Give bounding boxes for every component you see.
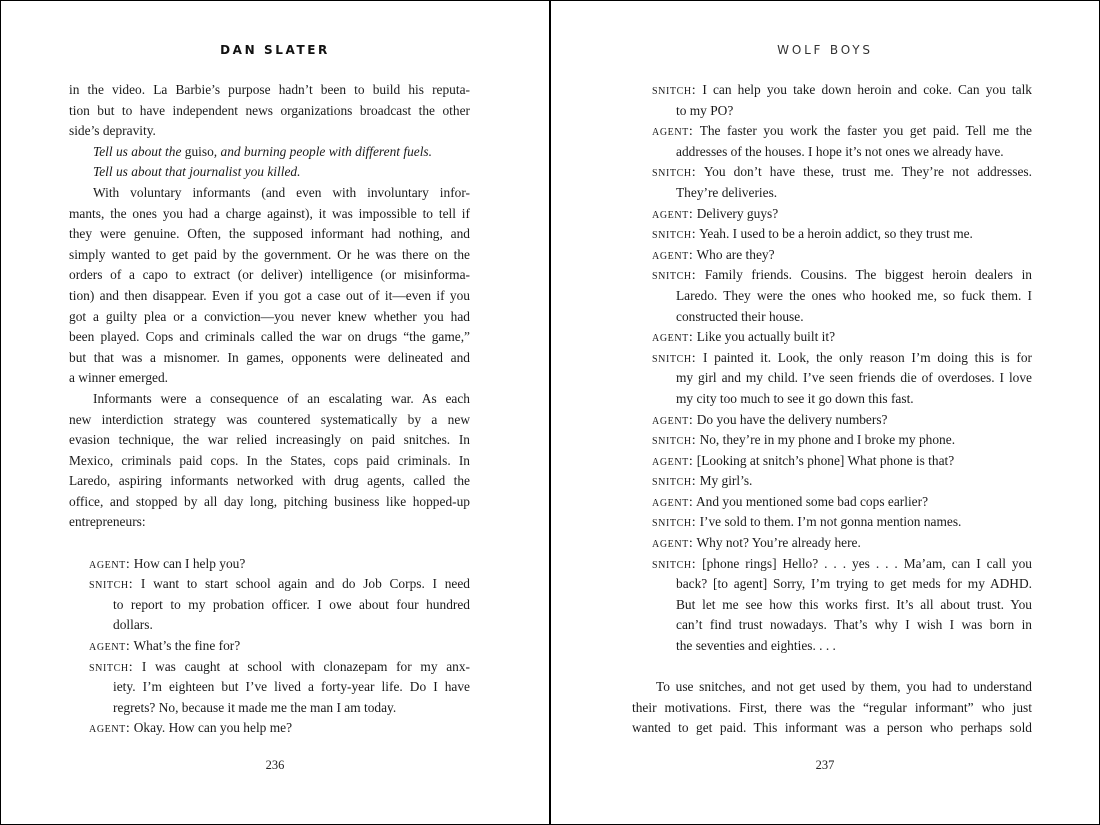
speaker-label: snitch: — [652, 350, 697, 366]
body-line: they were genuine. Often, the supposed informant had nothing, and — [69, 226, 470, 242]
dialogue-line: agent: Do you have the delivery numbers? — [652, 411, 888, 428]
dialogue-line: dollars. — [113, 617, 153, 633]
speaker-label: snitch: — [652, 433, 697, 449]
body-line: office, and stopped by all day long, pitching business like hopped-up — [69, 493, 470, 509]
body-line: entrepreneurs: — [69, 514, 146, 530]
dialogue-line: the seventies and eighties. . . . — [676, 638, 836, 654]
blank-line — [632, 657, 1032, 678]
speaker-label: snitch: — [652, 556, 697, 572]
dialogue-line: agent: Who are they? — [652, 246, 775, 263]
right-page-body — [632, 80, 1032, 739]
body-line: With voluntary informants (and even with involuntary infor- — [93, 184, 470, 200]
dialogue-line: snitch: Yeah. I used to be a heroin addict, so they trust me. — [652, 226, 973, 243]
dialogue-line: agent: Delivery guys? — [652, 205, 779, 222]
speaker-label: agent: — [89, 639, 131, 655]
page-number: 237 — [815, 758, 835, 772]
body-line: Informants were a consequence of an escalating war. As each — [93, 390, 470, 406]
body-line: evasion technique, the war relied increasingly on paid snitches. In — [69, 432, 470, 448]
body-line: their motivations. First, there was the “regular informant” who just — [632, 699, 1032, 715]
speaker-label: snitch: — [652, 515, 697, 531]
dialogue-line: agent: The faster you work the faster you get paid. Tell me the — [652, 123, 1032, 140]
dialogue-line: snitch: I was caught at school with clonazepam for my anx- — [89, 658, 470, 675]
dialogue-line: my girl and my child. I’ve seen friends die of overdoses. I love — [676, 370, 1032, 386]
dialogue-line: snitch: I want to start school again and do Job Corps. I need — [89, 576, 470, 593]
body-line: in the video. La Barbie’s purpose hadn’t been to build his reputa- — [69, 82, 470, 97]
blank-line — [69, 533, 470, 554]
dialogue-line: agent: Why not? You’re already here. — [652, 535, 861, 552]
body-line: Laredo, aspiring informants networked with drug agents, called the — [69, 473, 470, 489]
speaker-label: agent: — [89, 721, 131, 737]
italic-line: Tell us about that journalist you killed. — [93, 164, 301, 180]
speaker-label: agent: — [652, 330, 694, 346]
page-number: 236 — [265, 758, 285, 772]
speaker-label: agent: — [652, 536, 694, 552]
body-line: side’s depravity. — [69, 123, 156, 139]
body-line: been played. Cops and criminals called the war on drugs “the game,” — [69, 329, 470, 345]
dialogue-line: Laredo. They were the ones who hooked me, so fuck them. I — [676, 287, 1032, 303]
right-page — [549, 0, 1100, 825]
dialogue-line: agent: And you mentioned some bad cops earlier? — [652, 493, 929, 510]
left-page — [0, 0, 549, 825]
dialogue-line: snitch: You don’t have these, trust me. They’re not addresses. — [652, 164, 1032, 181]
speaker-label: snitch: — [652, 165, 697, 181]
body-line: tion but to have independent news organizations broadcast the other — [69, 102, 470, 118]
dialogue-line: to report to my probation officer. I owe about four hundred — [113, 596, 470, 612]
dialogue-line: snitch: I can help you take down heroin and coke. Can you talk — [652, 82, 1032, 98]
dialogue-line: addresses of the houses. I hope it’s not ones we already have. — [676, 143, 1004, 159]
dialogue-line: But let me see how this works first. It’s all about trust. You — [676, 596, 1032, 612]
speaker-label: snitch: — [652, 227, 697, 243]
dialogue-line: to my PO? — [676, 102, 734, 118]
body-line: Mexico, criminals paid cops. In the States, cops paid criminals. In — [69, 452, 470, 468]
speaker-label: snitch: — [89, 659, 134, 675]
speaker-label: snitch: — [652, 474, 697, 490]
dialogue-line: snitch: No, they’re in my phone and I broke my phone. — [652, 432, 956, 449]
dialogue-line: regrets? No, because it made me the man I am today. — [113, 699, 397, 715]
speaker-label: snitch: — [652, 83, 697, 98]
dialogue-line: snitch: Family friends. Cousins. The biggest heroin dealers in — [652, 267, 1032, 284]
speaker-label: agent: — [652, 124, 694, 140]
dialogue-line: agent: Like you actually built it? — [652, 329, 836, 346]
dialogue-line: snitch: My girl’s. — [652, 473, 753, 490]
speaker-label: agent: — [89, 556, 131, 572]
dialogue-line: agent: Okay. How can you help me? — [89, 720, 293, 737]
dialogue-line: can’t find trust nowadays. That’s why I wish I was born in — [676, 617, 1032, 633]
running-head-title: WOLF BOYS — [777, 43, 873, 57]
dialogue-line: my city too much to see it go down this fast. — [676, 390, 914, 406]
dialogue-line: They’re deliveries. — [676, 184, 778, 200]
body-line: To use snitches, and not get used by them, you had to understand — [656, 679, 1032, 695]
body-line: new interdiction strategy was countered systematically by a new — [69, 411, 470, 427]
dialogue-line: constructed their house. — [676, 308, 804, 324]
body-line: orders of a capo to extract (or deliver) intelligence (or misinforma- — [69, 267, 470, 283]
body-line: mants, the ones you had a charge against), it was impossible to tell if — [69, 205, 470, 221]
body-line: wanted to get paid. This informant was a person who perhaps sold — [632, 720, 1032, 736]
body-line: got a guilty plea or a conviction—you never knew whether you had — [69, 308, 470, 324]
body-line: tion) and then disappear. Even if you got a case out of it—even if you — [69, 287, 470, 303]
dialogue-line: back? [to agent] Sorry, I’m trying to get meds for my ADHD. — [676, 576, 1032, 592]
speaker-label: agent: — [652, 453, 694, 469]
speaker-label: agent: — [652, 412, 694, 428]
speaker-label: snitch: — [89, 577, 134, 593]
dialogue-line: agent: [Looking at snitch’s phone] What phone is that? — [652, 452, 955, 469]
dialogue-line: snitch: [phone rings] Hello? . . . yes . . . Ma’am, can I call you — [652, 555, 1032, 572]
speaker-label: snitch: — [652, 268, 697, 284]
speaker-label: agent: — [652, 206, 694, 222]
body-line: but that was a misnomer. In games, opponents were delineated and — [69, 349, 470, 365]
dialogue-line: snitch: I’ve sold to them. I’m not gonna mention names. — [652, 514, 962, 531]
dialogue-line: iety. I’m eighteen but I’ve lived a forty-year life. Do I have — [113, 679, 470, 695]
body-line: simply wanted to get paid by the government. Or he was there on the — [69, 246, 470, 262]
dialogue-line: agent: How can I help you? — [89, 555, 246, 572]
dialogue-line: agent: What’s the fine for? — [89, 638, 241, 655]
speaker-label: agent: — [652, 247, 694, 263]
left-page-body — [69, 80, 470, 739]
body-line: a winner emerged. — [69, 370, 169, 386]
italic-line: Tell us about the guiso, and burning people with different fuels. — [93, 143, 432, 159]
dialogue-line: snitch: I painted it. Look, the only reason I’m doing this is for — [652, 349, 1032, 366]
speaker-label: agent: — [652, 494, 694, 510]
running-head-author: DAN SLATER — [220, 43, 330, 57]
